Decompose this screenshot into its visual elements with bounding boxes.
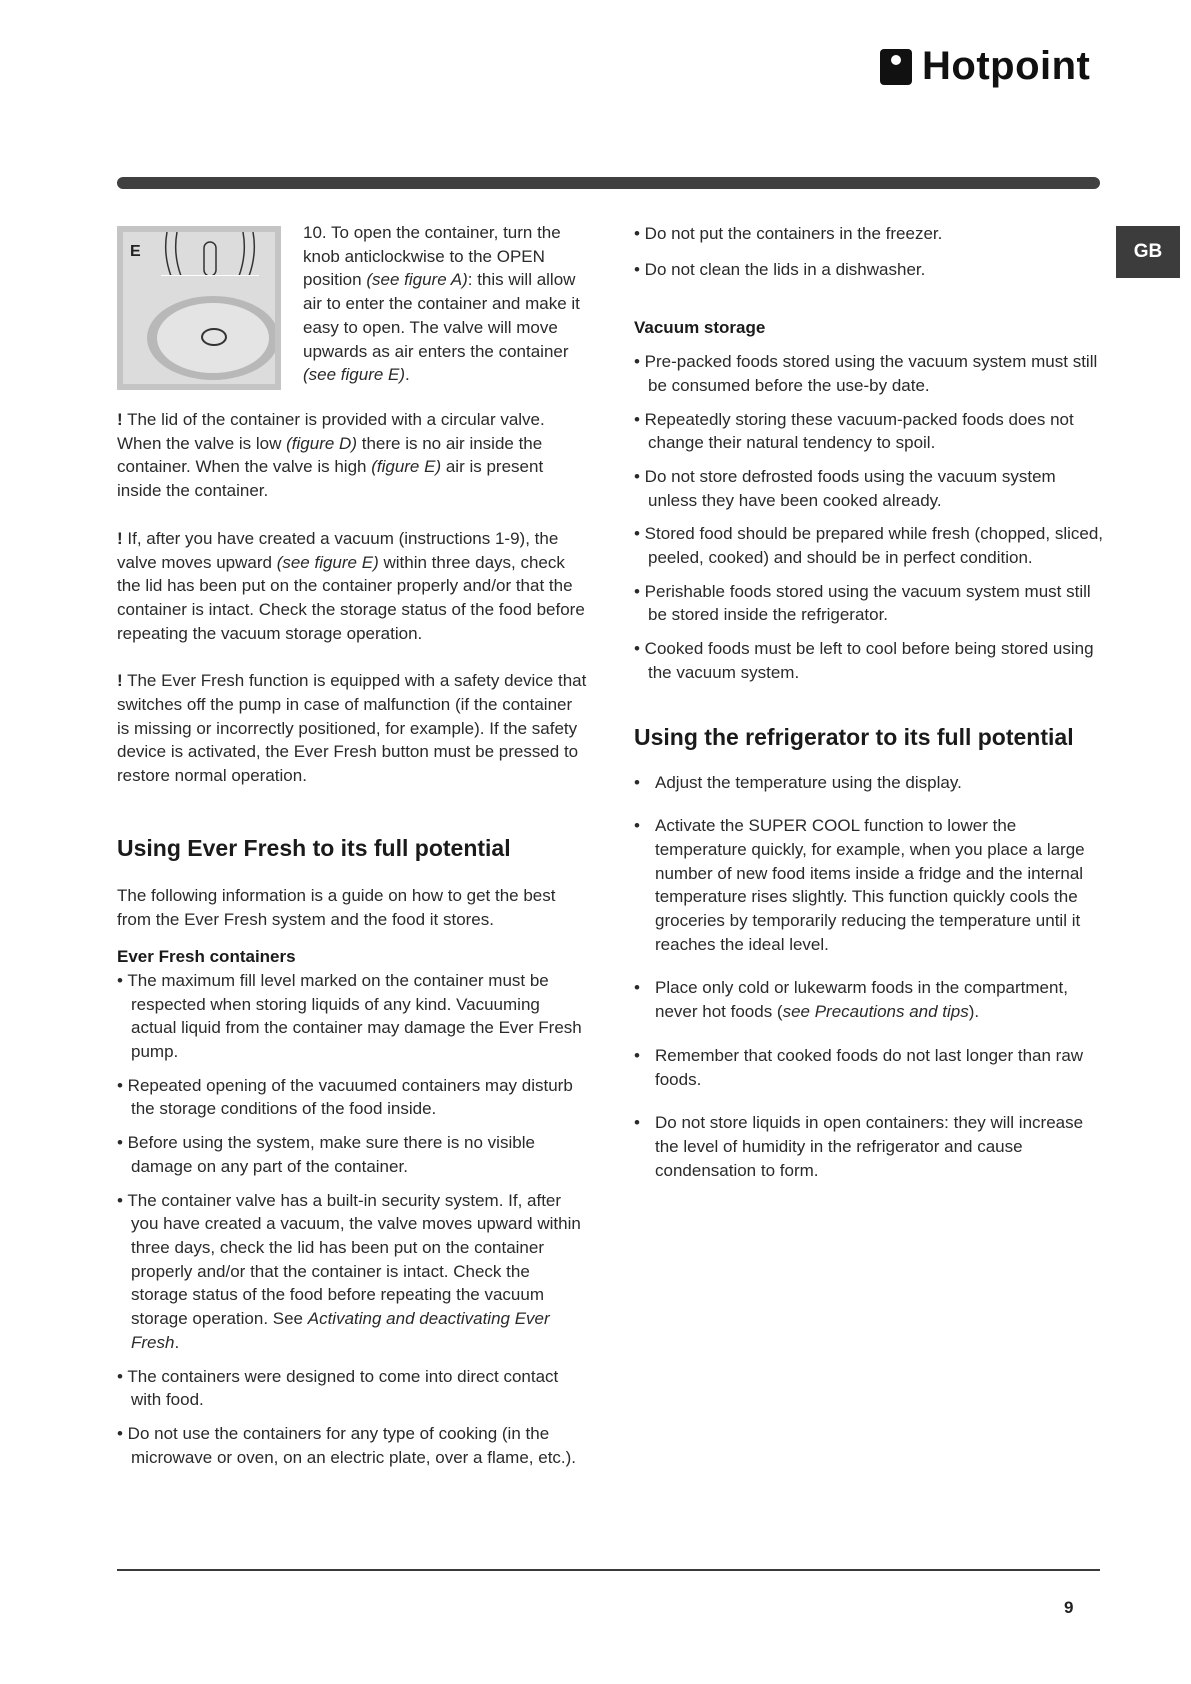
list-item: • Do not clean the lids in a dishwasher. — [634, 259, 926, 279]
page-number: 9 — [1064, 1598, 1074, 1617]
hotpoint-logo-icon — [880, 49, 912, 85]
circular-valve-icon — [201, 328, 227, 346]
list-item: • Do not put the containers in the freezer. — [634, 224, 943, 243]
footer-divider — [117, 1569, 1100, 1571]
step-10-text: 10. To open the container, turn the knob anticlockwise to the OPEN position (see figure A): this will allow air to enter the container and make it easy to open. The valve will move upwards as air enters the container (see figure E). — [303, 223, 580, 385]
subheading-vacuum-storage: Vacuum storage — [634, 318, 766, 338]
figure-e-row — [117, 222, 587, 397]
list-item: • Cooked foods must be left to cool before being stored using the vacuum system. — [634, 639, 1094, 682]
list-item: • Remember that cooked foods do not last longer than raw foods. — [634, 1045, 1084, 1089]
list-item: • Place only cold or lukewarm foods in the compartment, never hot foods (see Precautions and tips). — [634, 978, 1068, 1022]
hotpoint-logo — [880, 44, 1090, 89]
figure-e-illustration — [117, 226, 281, 390]
list-item: • Perishable foods stored using the vacuum system must still be stored inside the refrigerator. — [634, 581, 1091, 625]
language-tab-label: GB — [1133, 241, 1163, 262]
brand-name: Hotpoint — [922, 44, 1091, 88]
list-item: • Pre-packed foods stored using the vacuum system must still be consumed before the use-by date. — [634, 352, 1098, 395]
left-column — [117, 222, 587, 1469]
list-item: • Activate the SUPER COOL function to lower the temperature quickly, for example, when you place a large number of new food items inside a fridge and the internal temperature rises slightly. This function quickly cools the groceries by temporarily reducing the temperature until it reaches the ideal level. — [634, 816, 1085, 954]
list-item: • Before using the system, make sure there is no visible damage on any part of the container. — [117, 1133, 535, 1176]
list-item: • Do not store liquids in open containers: they will increase the level of humidity in the refrigerator and cause condensation to form. — [634, 1113, 1084, 1180]
list-item: • Repeated opening of the vacuumed containers may disturb the storage conditions of the food inside. — [117, 1075, 573, 1119]
language-tab — [1116, 226, 1180, 278]
warning-mark: ! — [117, 671, 123, 691]
list-item: • Do not store defrosted foods using the vacuum system unless they have been cooked already. — [634, 466, 1056, 510]
note-circular-valve: ! The lid of the container is provided with a circular valve. When the valve is low (figure D) there is no air inside the container. When the valve is high (figure E) air is present inside the container. — [117, 410, 545, 501]
note-valve-moves-upward: ! If, after you have created a vacuum (instructions 1-9), the valve moves upward (see figure E) within three days, check the lid has been put on the container properly and/or that the container is intact. Check the storage status of the food before repeating the vacuum storage operation. — [117, 528, 585, 643]
warning-mark: ! — [117, 410, 123, 429]
heading-refrigerator-potential: Using the refrigerator to its full potential — [634, 723, 1074, 750]
figure-label: E — [130, 243, 141, 260]
figure-e-panel — [123, 232, 275, 384]
list-item: • The container valve has a built-in security system. If, after you have created a vacuum, the valve moves upward within three days, check the lid has been put on the container properly and/or that the container is intact. Check the storage status of the food before repeating the vacuum storage operation. See Activating and deactivating Ever Fresh. — [117, 1190, 581, 1352]
header-divider-bar — [117, 177, 1100, 189]
ever-fresh-intro: The following information is a guide on how to get the best from the Ever Fresh system and the food it stores. — [117, 885, 556, 929]
list-item: • The containers were designed to come into direct contact with food. — [117, 1366, 559, 1410]
list-item: • Do not use the containers for any type of cooking (in the microwave or oven, on an electric plate, over a flame, etc.). — [117, 1423, 577, 1467]
list-item: • Adjust the temperature using the display. — [634, 772, 962, 792]
warning-mark: ! — [117, 528, 123, 548]
list-item: • Repeatedly storing these vacuum-packed foods does not change their natural tendency to spoil. — [634, 409, 1074, 453]
list-item: • Stored food should be prepared while fresh (chopped, sliced, peeled, cooked) and should be in perfect condition. — [634, 524, 1104, 568]
note-safety-device: ! The Ever Fresh function is equipped with a safety device that switches off the pump in case of malfunction (if the container is missing or incorrectly positioned, for example). If the safety device is activated, the Ever Fresh button must be pressed to restore normal operation. — [117, 671, 587, 786]
right-column — [634, 222, 1104, 1182]
container-knob-icon — [161, 232, 259, 276]
heading-ever-fresh-potential: Using Ever Fresh to its full potential — [117, 834, 511, 861]
subheading-ever-fresh-containers: Ever Fresh containers — [117, 947, 296, 967]
list-item: • The maximum fill level marked on the container must be respected when storing liquids of any kind. Vacuuming actual liquid from the container may damage the Ever Fresh pump. — [117, 970, 582, 1062]
